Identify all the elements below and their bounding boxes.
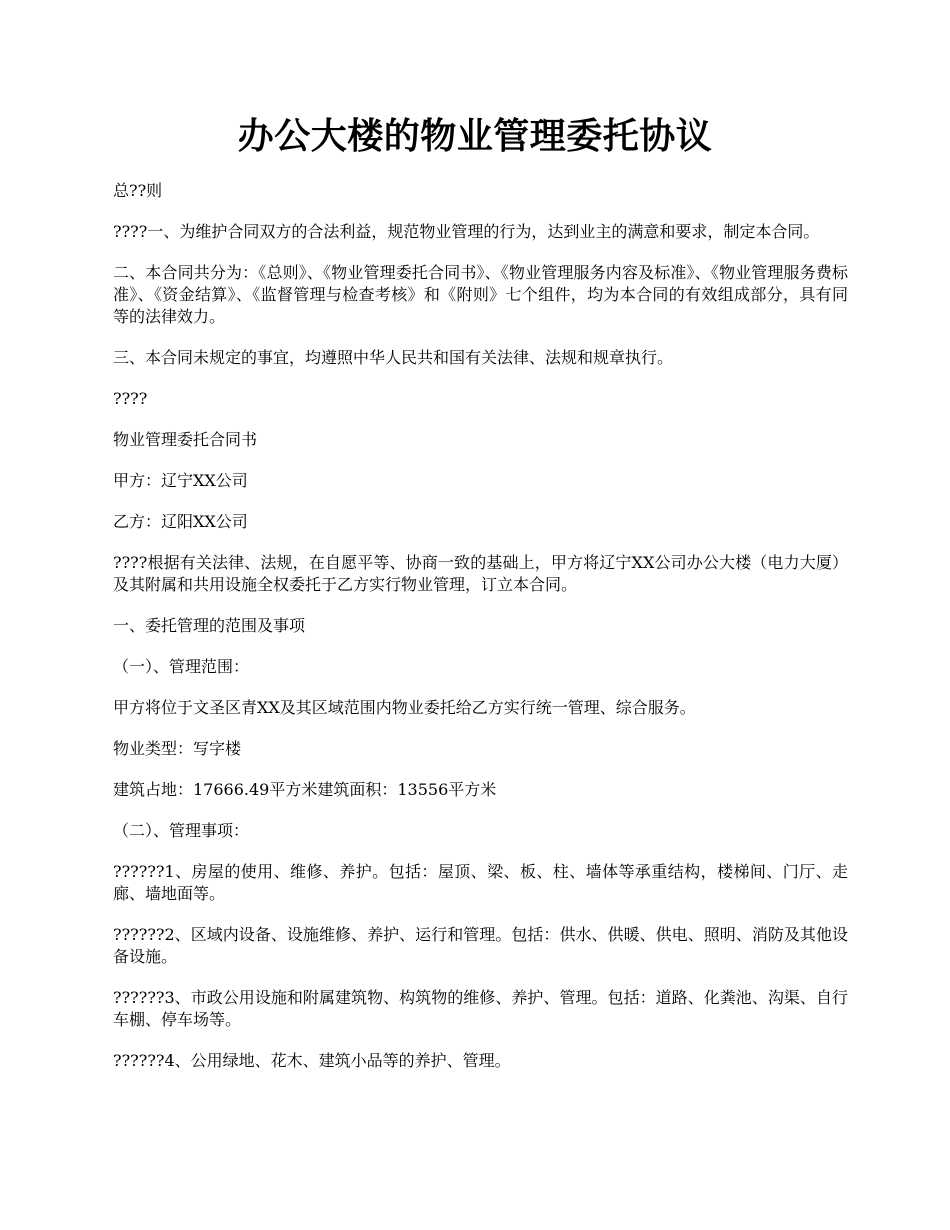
subheading-management-scope: （一）、管理范围： [113,657,250,676]
party-b: 乙方：辽阳XX公司 [113,512,248,531]
property-type: 物业类型：写字楼 [113,739,242,758]
section-heading-contract: 物业管理委托合同书 [113,430,258,449]
paragraph-placeholder: ???? [113,389,148,408]
paragraph-preamble: ????根据有关法律、法规，在自愿平等、协商一致的基础上，甲方将辽宁XX公司办公大楼（电力大厦）及其附属和共用设施全权委托于乙方实行物业管理，订立本合同。 [113,553,848,594]
paragraph-clause-1: ????一、为维护合同双方的合法利益，规范物业管理的行为，达到业主的满意和要求，制定本合同。 [113,222,820,241]
party-a: 甲方：辽宁XX公司 [113,471,248,490]
document-title: 办公大楼的物业管理委托协议 [237,115,713,157]
paragraph-clause-3: 三、本合同未规定的事宜，均遵照中华人民共和国有关法律、法规和规章执行。 [113,348,674,367]
document-body [113,180,848,1091]
section-heading-scope: 一、委托管理的范围及事项 [113,616,306,635]
building-area: 建筑占地：17666.49平方米建筑面积：13556平方米 [113,780,497,799]
paragraph-scope-detail: 甲方将位于文圣区青XX及其区域范围内物业委托给乙方实行统一管理、综合服务。 [113,698,696,717]
section-heading-general: 总??则 [113,181,163,200]
list-item: ??????1、房屋的使用、维修、养护。包括：屋顶、梁、板、柱、墙体等承重结构，楼梯间、门厅、走廊、墙地面等。 [113,862,848,903]
list-item: ??????4、公用绿地、花木、建筑小品等的养护、管理。 [113,1051,511,1070]
list-item: ??????2、区域内设备、设施维修、养护、运行和管理。包括：供水、供暖、供电、照明、消防及其他设备设施。 [113,925,848,966]
list-item: ??????3、市政公用设施和附属建筑物、构筑物的维修、养护、管理。包括：道路、化粪池、沟渠、自行车棚、停车场等。 [113,988,848,1029]
paragraph-clause-2: 二、本合同共分为：《总则》、《物业管理委托合同书》、《物业管理服务内容及标准》、《物业管理服务费标准》、《资金结算》、《监督管理与检查考核》和《附则》七个组件，均为本合同的有效组成部分，具有同等的法律效力。 [113,263,848,326]
subheading-management-items: （二）、管理事项： [113,821,250,840]
